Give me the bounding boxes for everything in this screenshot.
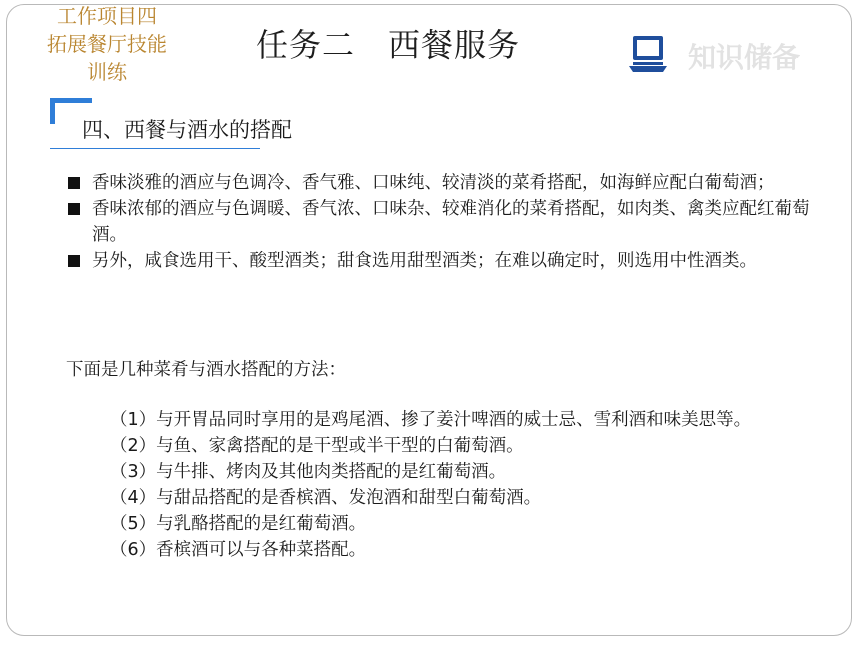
method-item: （3）与牛排、烤肉及其他肉类搭配的是红葡萄酒。: [110, 462, 507, 482]
methods-intro: 下面是几种菜肴与酒水搭配的方法：: [66, 360, 346, 380]
bullet-text: 香味淡雅的酒应与色调冷、香气雅、口味纯、较清淡的菜肴搭配，如海鲜应配白葡萄酒；: [92, 173, 775, 193]
method-item: （4）与甜品搭配的是香槟酒、发泡酒和甜型白葡萄酒。: [110, 488, 542, 508]
bullet-text: 香味浓郁的酒应与色调暖、香气浓、口味杂、较难消化的菜肴搭配，如肉类、禽类应配红葡萄酒。: [92, 199, 810, 245]
project-title-line: 拓展餐厅技能: [47, 32, 167, 56]
heading-underline: [50, 148, 260, 149]
square-bullet-icon: [68, 177, 80, 189]
methods-list: [110, 407, 820, 563]
project-title-line: 工作项目四: [57, 4, 157, 28]
project-title-line: 训练: [87, 60, 127, 84]
square-bullet-icon: [68, 255, 80, 267]
laptop-icon: [628, 32, 668, 76]
bullet-item: [66, 170, 816, 196]
method-item: （5）与乳酪搭配的是红葡萄酒。: [110, 514, 367, 534]
bullet-item: [66, 196, 816, 248]
project-title: [22, 2, 192, 86]
bullet-item: [66, 248, 816, 274]
square-bullet-icon: [68, 203, 80, 215]
method-item: （6）香槟酒可以与各种菜搭配。: [110, 540, 367, 560]
knowledge-label: 知识储备: [688, 41, 801, 74]
method-item: （2）与鱼、家禽搭配的是干型或半干型的白葡萄酒。: [110, 436, 524, 456]
method-item: （1）与开胃品同时享用的是鸡尾酒、掺了姜汁啤酒的威士忌、雪利酒和味美思等。: [110, 410, 752, 430]
task-title: 任务二 西餐服务: [256, 26, 521, 64]
bullet-text: 另外，咸食选用干、酸型酒类；甜食选用甜型酒类；在难以确定时，则选用中性酒类。: [92, 251, 757, 271]
section-heading: 四、西餐与酒水的搭配: [82, 118, 292, 142]
bullet-list: [66, 170, 816, 274]
